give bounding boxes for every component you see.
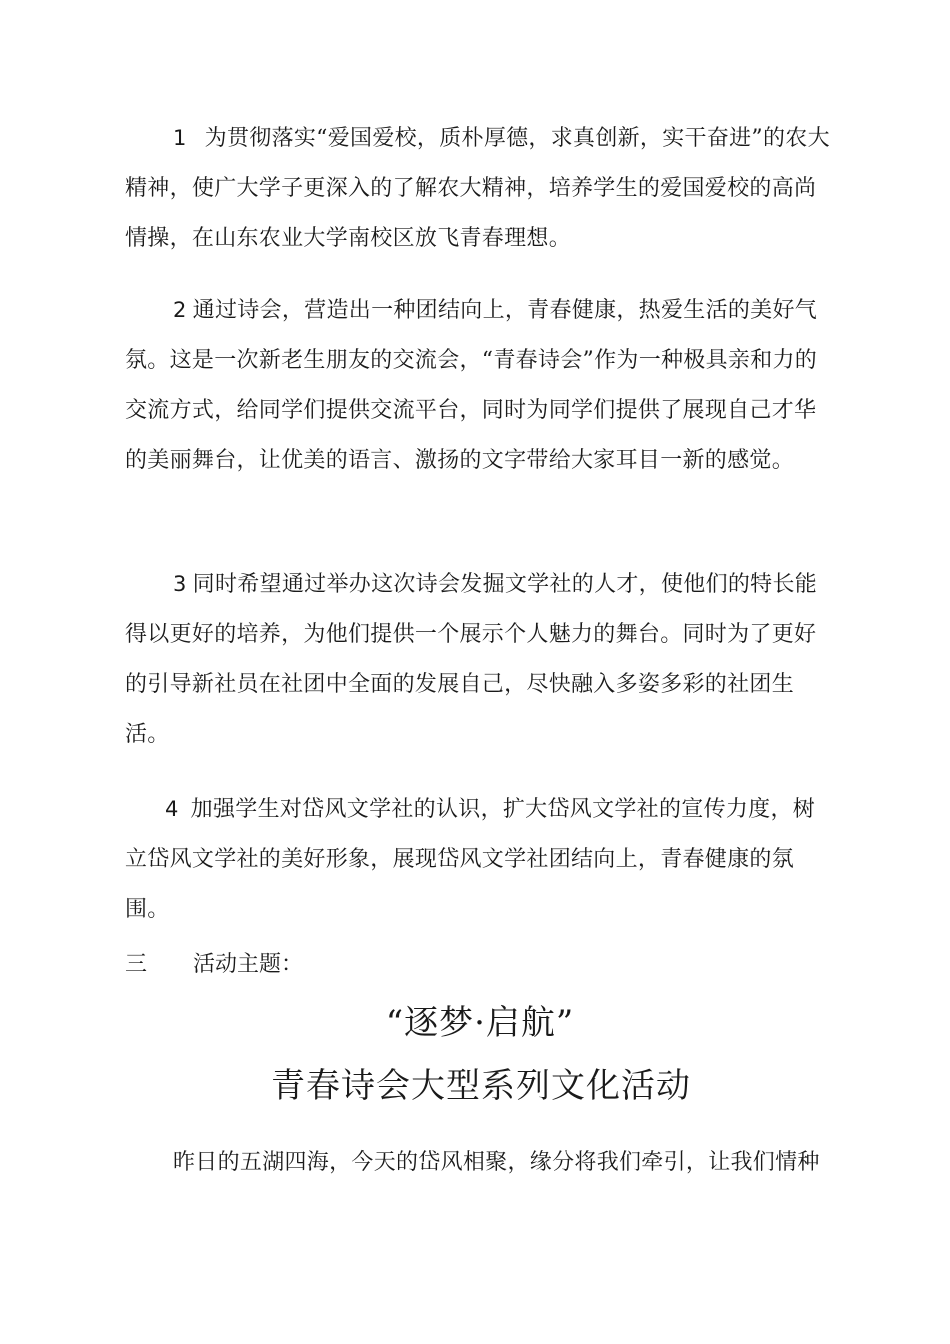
section-title: 活动主题： bbox=[193, 952, 304, 977]
paragraph-text: 为贯彻落实“爱国爱校，质朴厚德，求真创新，实干奋进”的农大精神，使广大学子更深入的了解农大精神，培养学生的爱国爱校的高尚情操，在山东农业大学南校区放飞青春理想。 bbox=[125, 126, 830, 251]
paragraph-text: 同时希望通过举办这次诗会发掘文学社的人才，使他们的特长能得以更好的培养，为他们提供一个展示个人魅力的舞台。同时为了更好的引导新社员在社团中全面的发展自己，尽快融入多姿多彩的社团生活。 bbox=[125, 572, 818, 747]
paragraph-text: 通过诗会，营造出一种团结向上，青春健康，热爱生活的美好气氛。这是一次新老生朋友的交流会，“青春诗会”作为一种极具亲和力的交流方式，给同学们提供交流平台，同时为同学们提供了展现自己才华的美丽舞台，让优美的语言、激扬的文字带给大家耳目一新的感觉。 bbox=[125, 298, 818, 473]
section-heading bbox=[125, 945, 303, 985]
paragraph-3 bbox=[125, 559, 830, 760]
theme-title-line-2: 青春诗会大型系列文化活动 bbox=[271, 1066, 691, 1106]
paragraph-1 bbox=[125, 113, 830, 264]
section-number: 三 bbox=[125, 952, 148, 977]
paragraph-number: 1 bbox=[173, 126, 187, 150]
closing-paragraph: 昨日的五湖四海，今天的岱风相聚，缘分将我们牵引，让我们情种 bbox=[173, 1150, 820, 1175]
paragraph-number: 4 bbox=[165, 797, 179, 821]
paragraph-number: 3 bbox=[173, 572, 187, 596]
paragraph-number: 2 bbox=[173, 298, 187, 322]
paragraph-2 bbox=[125, 285, 830, 486]
paragraph-text: 加强学生对岱风文学社的认识，扩大岱风文学社的宣传力度，树立岱风文学社的美好形象，展现岱风文学社团结向上，青春健康的氛围。 bbox=[125, 797, 816, 922]
theme-title-line-1: “逐梦·启航” bbox=[385, 1003, 575, 1043]
paragraph-4 bbox=[125, 784, 830, 935]
